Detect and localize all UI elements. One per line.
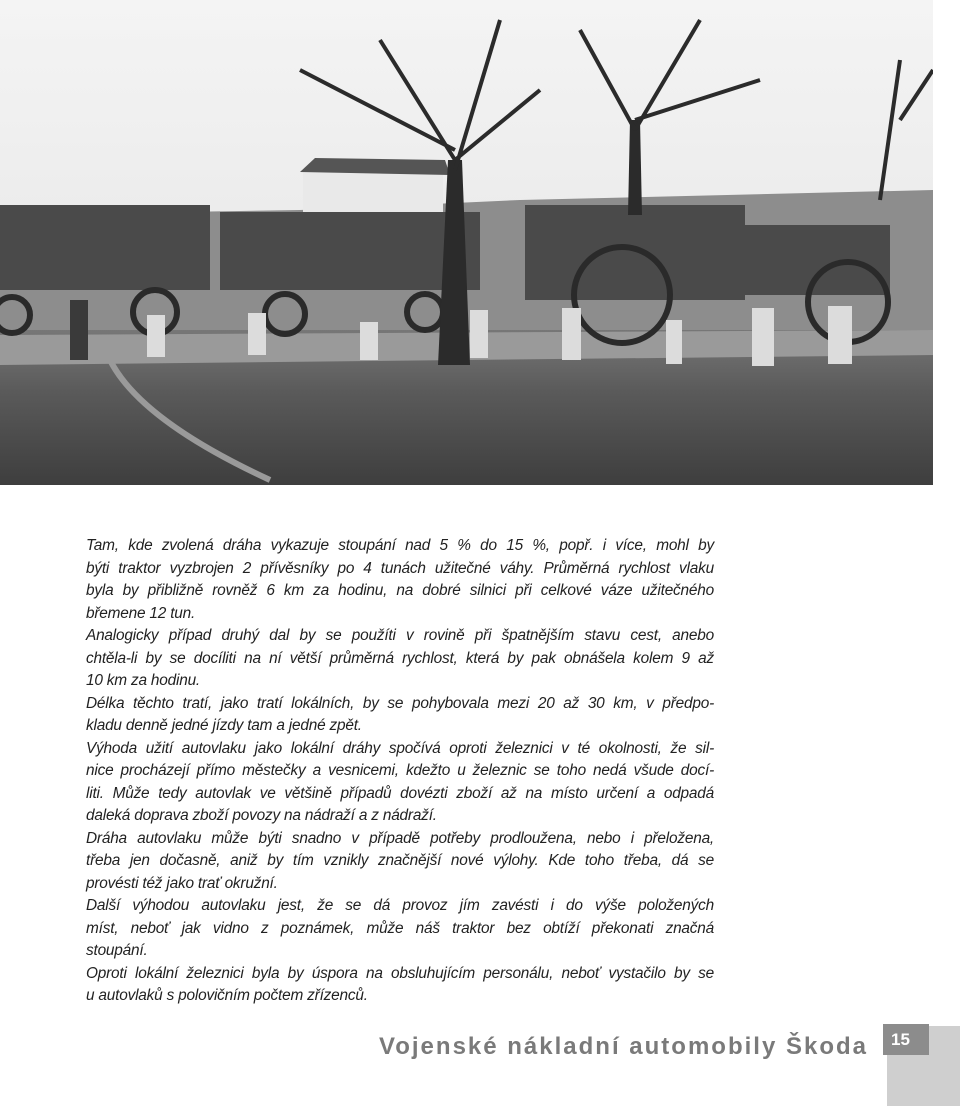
running-footer-title: Vojenské nákladní automobily Škoda (379, 1033, 868, 1060)
paragraph (86, 625, 714, 693)
text-line: Oproti lokální železnici byla by úspora na obsluhujícím personálu, neboť vystačilo by se (86, 964, 714, 982)
text-line: Další výhodou autovlaku jest, že se dá provoz jím zavésti i do výše položených (86, 897, 714, 914)
text-line: míst, neboť jak vidno z poznámek, může náš traktor bez obtíží překonati značná (86, 919, 714, 937)
text-line: třeba jen dočasně, aniž by tím vznikly značnější nové výlohy. Kde toho třeba, dá se (86, 852, 714, 869)
text-line: u autovlaků s polovičním počtem zřízenců. (86, 987, 368, 1004)
text-line: nice procházejí přímo městečky a vesnicemi, kdežto u železnic se toho nedá všude docí- (86, 762, 714, 779)
paragraph (86, 738, 714, 828)
text-line: Dráha autovlaku může býti snadno v případě potřeby prodloužena, nebo i přeložena, (86, 829, 714, 847)
text-line: stoupání. (86, 942, 148, 959)
text-line: chtěla-li by se docíliti na ní větší průměrná rychlost, která by pak obnášela kolem 9 až (86, 649, 714, 667)
text-line: liti. Může tedy autovlak ve většině případů dovézti zboží až na místo určení a odpadá (86, 784, 714, 802)
body-text (86, 535, 714, 1008)
text-line: 10 km za hodinu. (86, 672, 201, 689)
text-line: kladu denně jedné jízdy tam a jedné zpět. (86, 717, 362, 734)
text-line: břemene 12 tun. (86, 604, 196, 622)
text-line: daleká doprava zboží povozy na nádraží a z nádraží. (86, 807, 437, 824)
page-number: 15 (883, 1024, 929, 1055)
text-line: Výhoda užití autovlaku jako lokální dráhy spočívá oproti železnici v té okolnosti, že sil- (86, 739, 714, 757)
text-line: býti traktor vyzbrojen 2 přívěsníky po 4 tunách užitečné váhy. Průměrná rychlost vlaku (86, 559, 714, 577)
text-line: Délka těchto tratí, jako tratí lokálních, by se pohybovala mezi 20 až 30 km, v předpo- (86, 694, 714, 712)
text-line: provésti též jako trať okružní. (86, 874, 278, 892)
text-line: Tam, kde zvolená dráha vykazuje stoupání nad 5 % do 15 %, popř. i více, mohl by (86, 537, 714, 554)
paragraph (86, 895, 714, 963)
text-line: byla by přibližně rovněž 6 km za hodinu, na dobré silnici při celkové váze užitečného (86, 582, 714, 599)
text-line: Analogicky případ druhý dal by se použíti v rovině při špatnějším stavu cest, anebo (86, 627, 714, 644)
paragraph (86, 535, 714, 625)
paragraph (86, 693, 714, 738)
historic-photo (0, 0, 933, 485)
paragraph (86, 963, 714, 1008)
paragraph (86, 828, 714, 896)
